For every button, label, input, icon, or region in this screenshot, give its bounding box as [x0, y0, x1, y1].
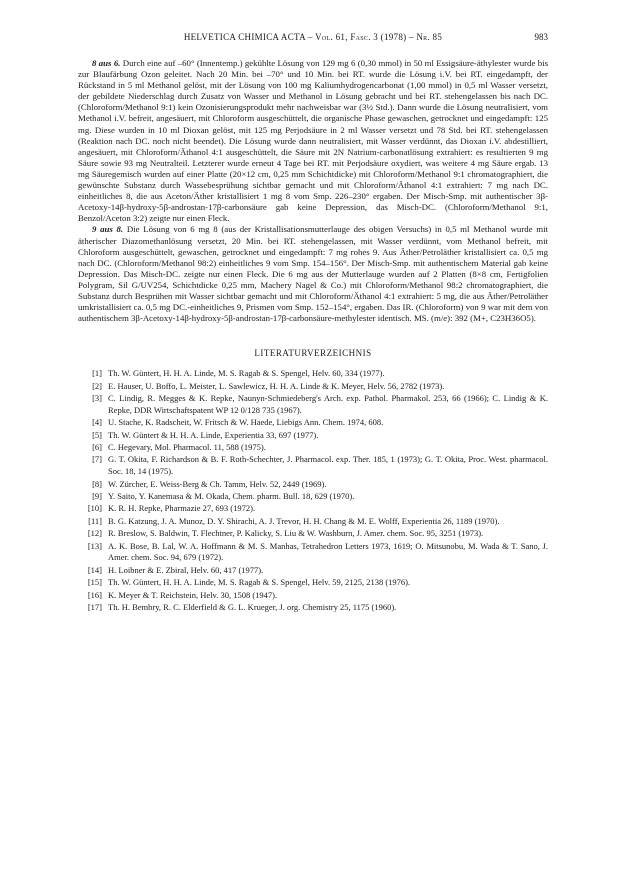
- paragraph-lead: 9 aus 8.: [92, 224, 124, 235]
- reference-number: [2]: [92, 380, 102, 391]
- reference-number: [14]: [87, 564, 102, 575]
- reference-number: [6]: [92, 442, 102, 452]
- reference-item: [78, 479, 548, 491]
- reference-number: [8]: [92, 478, 102, 489]
- reference-text: Th. W. Güntert, H. H. A. Linde, M. S. Ragab & S. Spengel, Helv. 59, 2125, 2138 (1976).: [108, 577, 411, 588]
- experimental-paragraph-9: [78, 224, 548, 324]
- reference-list: [78, 368, 548, 613]
- document-page: [78, 30, 548, 614]
- reference-text: Th. H. Bembry, R. C. Elderfield & G. L. Krueger, J. org. Chemistry 25, 1175 (1960).: [108, 601, 397, 612]
- reference-text: C. Lindig, R. Megges & K. Repke, Naunyn-Schmiedeberg's Arch. exp. Pathol. Pharmakol. 253, 66 (1966); C. Lindig & K. Repke, DDR Wirtschaftspatent WP 12 0/128 735 (1967).: [108, 393, 548, 415]
- reference-number: [1]: [92, 368, 102, 379]
- reference-item: [78, 417, 548, 429]
- reference-item: [78, 381, 548, 393]
- reference-text: Y. Saito, Y. Kanemasa & M. Okada, Chem. pharm. Bull. 18, 629 (1970).: [108, 490, 355, 501]
- reference-number: [5]: [92, 429, 102, 440]
- reference-number: [13]: [87, 540, 102, 551]
- reference-text: C. Hegevary, Mol. Pharmacol. 11, 588 (1975).: [108, 442, 266, 452]
- reference-item: [78, 393, 548, 417]
- reference-item: [78, 590, 548, 602]
- reference-item: [78, 454, 548, 478]
- reference-item: [78, 602, 548, 614]
- references-heading: LITERATURVERZEICHNIS: [254, 348, 372, 359]
- paragraph-text: Die Lösung von 6 mg 8 (aus der Kristallisationsmutterlauge des obigen Versuchs) in 0,5 ml Methanol wurde mit ätherischer Diazomethanlösung versetzt, 20 Min. bei RT. stehengelassen, mit Wasser verdünnt, vom Methanol befreit, mit Chloroform ausgeschüttelt, gewaschen, getrocknet und eingedampft: 7 mg rohes 9. Aus Äther/Petroläther kristallisiert ca. 0,5 mg nach DC. (Chloroform/Methanol 98:2) einheitliches 9 vom Smp. 154–156°. Der Misch-Smp. mit authentischem Material gab keine Depression. Das Misch-DC. zeigte nur einen Fleck. Die 6 mg aus der Mutterlauge wurden auf 2 Platten (8×8 cm, Fertigfolien Polygram, Sil G/UV254, Schichtdicke 0,25 mm, Machery Nagel & Co.) mit Chloroform/Methanol 98:2 chromatographiert, die Substanz durch Besprühen mit Wasser sichtbar gemacht und mit Chloroform/Äthanol 4:1 extrahiert: 5 mg, die aus Äther/Petroläther umkristallisiert ca. 0,5 mg DC.-einheitliches 9, Prismen vom Smp. 152–154°, ergaben. Das IR. (Chloroform) von 9 war mit dem von authentischem 3β-Acetoxy-14β-hydroxy-5β-androstan-17β-carbonsäure-methylester identisch. MS. (m/e): 392 (M+, C23H36O5).: [78, 224, 548, 324]
- reference-text: Th. W. Güntert & H. H. A. Linde, Experientia 33, 697 (1977).: [108, 429, 319, 440]
- reference-number: [12]: [87, 528, 102, 539]
- reference-item: [78, 430, 548, 442]
- reference-number: [9]: [92, 490, 102, 501]
- paragraph-lead: 8 aus 6.: [92, 58, 121, 68]
- reference-text: R. Breslow, S. Baldwin, T. Flechtner, P. Kalicky, S. Liu & W. Washburn, J. Amer. chem. Soc. 95, 3251 (1973).: [108, 528, 484, 539]
- reference-number: [15]: [87, 577, 102, 588]
- reference-number: [17]: [87, 601, 102, 612]
- reference-number: [16]: [87, 589, 102, 600]
- reference-item: [78, 565, 548, 577]
- reference-text: Th. W. Güntert, H. H. A. Linde, M. S. Ragab & S. Spengel, Helv. 60, 334 (1977).: [108, 368, 385, 379]
- reference-number: [3]: [92, 393, 102, 404]
- running-header: [78, 30, 548, 44]
- reference-number: [10]: [87, 503, 102, 514]
- reference-item: [78, 577, 548, 589]
- reference-text: G. T. Okita, F. Richardson & B. F. Roth-Schechter, J. Pharmacol. exp. Ther. 185, 1 (1973); G. T. Okita, Proc. West. pharmacol. Soc. 18, 14 (1975).: [108, 454, 548, 477]
- reference-item: [78, 541, 548, 565]
- reference-item: [78, 442, 548, 454]
- reference-item: [78, 503, 548, 515]
- reference-number: [11]: [88, 515, 102, 526]
- reference-item: [78, 491, 548, 503]
- reference-text: K. R. H. Repke, Pharmazie 27, 693 (1972).: [108, 503, 256, 514]
- reference-text: E. Hauser, U. Boffo, L. Meister, L. Sawlewicz, H. H. A. Linde & K. Meyer, Helv. 56, 2782 (1973).: [108, 380, 445, 391]
- reference-number: [7]: [92, 454, 102, 465]
- paragraph-text: Durch eine auf –60° (Innentemp.) gekühlte Lösung von 129 mg 6 (0,30 mmol) in 50 ml Essigsäure-äthylester wurde bis zur Blaufärbung Ozon geleitet. Nach 20 Min. bei –70° und 10 Min. bei RT. wurde die Lösung i.V. bei RT. eingedampft, der Rückstand in 5 ml Methanol gelöst, mit der Lösung von 100 mg Kaliumhydrogencarbonat (1,00 mmol) in 0,5 ml Wasser versetzt, der gebildete Niederschlag durch Zusatz von Wasser und Methanol in Lösung gebracht und bei RT. stehengelassen bis nach DC. (Chloroform/Methanol 9:1) kein Ozonisierungsprodukt mehr nachweisbar war (3½ Std.). Dann wurde die Lösung neutralisiert, vom Methanol i.V. befreit, angesäuert, mit Chloroform ausgeschüttelt, die organische Phase gewaschen, getrocknet und eingedampft: 125 mg. Diese wurden in 10 ml Dioxan gelöst, mit 125 mg Perjodsäure in 2 ml Wasser versetzt und 78 Std. bei RT. stehengelassen (Reaktion nach DC. noch nicht beendet). Die Lösung wurde dann neutralisiert, mit Wasser verdünnt, das Dioxan i.V. abdestilliert, angesäuert, mit Chloroform/Äthanol 4:1 ausgeschüttelt, die Säure mit 2N Natrium-carbonatlösung extrahiert: es resultierten 9 mg Säure sowie 93 mg Neutralteil. Letzterer wurde erneut 4 Tage bei RT. mit Perjodsäure oxydiert, was weitere 4 mg Säure ergab. 13 mg Säuregemisch wurden auf einer Platte (20×12 cm, 0,25 mm Schichtdicke) mit Chloroform/Methanol 9:1 chromatographiert, die gewünschte Substanz durch Wassebesprühung sichtbar gemacht und mit Chloroform/Äthanol 4:1 extrahiert: 7 mg nach DC. einheitliches 8, die aus Aceton/Äther kristallisiert 1 mg 8 vom Smp. 226–230° ergaben. Der Misch-Smp. mit authentischer 3β-Acetoxy-14β-hydroxy-5β-androstan-17β-carbonsäure gab keine Depression, das Misch-DC. (Chloroform/Methanol 9:1, Benzol/Aceton 3:2) zeigte nur einen Fleck.: [78, 58, 548, 224]
- reference-text: K. Meyer & T. Reichstein, Helv. 30, 1508 (1947).: [108, 589, 278, 600]
- reference-text: W. Zürcher, E. Weiss-Berg & Ch. Tamm, Helv. 52, 2449 (1969).: [108, 478, 327, 489]
- page-number: 983: [534, 32, 548, 42]
- reference-text: U. Stache, K. Radscheit, W. Fritsch & W. Haede, Liebigs Ann. Chem. 1974, 608.: [108, 417, 384, 428]
- reference-item: [78, 528, 548, 540]
- reference-number: [4]: [92, 417, 102, 428]
- journal-header: HELVETICA CHIMICA ACTA – Vol. 61, Fasc. 3 (1978) – Nr. 85: [183, 32, 443, 42]
- reference-item: [78, 516, 548, 528]
- experimental-paragraph-8: [78, 58, 548, 224]
- reference-text: A. K. Bose, B. Lal, W. A. Hoffmann & M. S. Manhas, Tetrahedron Letters 1973, 1619; O. Mitsunobu, M. Wada & T. Sano, J. Amer. chem. Soc. 94, 679 (1972).: [108, 540, 548, 563]
- reference-item: [78, 368, 548, 380]
- reference-text: B. G. Katzung, J. A. Munoz, D. Y. Shirachi, A. J. Trevor, H. H. Chang & M. E. Wolff, Experientia 26, 1189 (1970).: [108, 515, 500, 526]
- reference-text: H. Loibner & E. Zbiral, Helv. 60, 417 (1977).: [108, 564, 264, 575]
